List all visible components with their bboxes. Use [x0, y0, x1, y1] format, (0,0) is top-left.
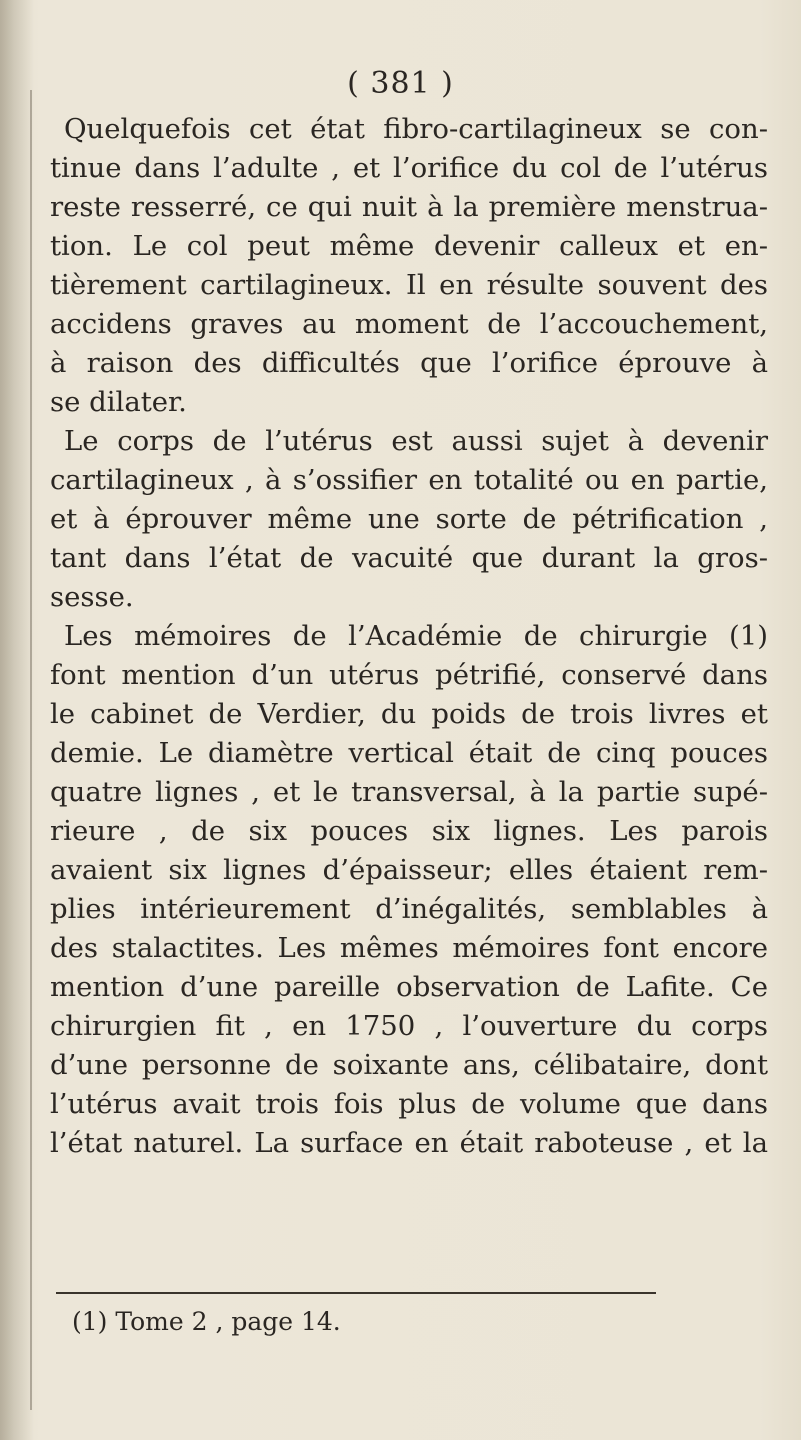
text-line: d’une personne de soixante ans, célibataire, dont [50, 1049, 768, 1081]
text-line: reste resserré, ce qui nuit à la première menstrua- [50, 191, 768, 223]
text-line: tant dans l’état de vacuité que durant la gros- [50, 542, 768, 574]
text-line: accidens graves au moment de l’accouchement, [50, 308, 768, 340]
text-line: chirurgien fit , en 1750 , l’ouverture du corps [50, 1010, 768, 1042]
text-line: rieure , de six pouces six lignes. Les parois [50, 815, 768, 847]
text-line: le cabinet de Verdier, du poids de trois livres et [50, 698, 768, 730]
text-line: se dilater. [50, 386, 187, 418]
footnote-rule [56, 1292, 656, 1294]
text-line: l’état naturel. La surface en était raboteuse , et la [50, 1127, 768, 1159]
footnote: (1) Tome 2 , page 14. [72, 1307, 341, 1336]
text-line: avaient six lignes d’épaisseur; elles étaient rem- [50, 854, 768, 886]
text-line: Les mémoires de l’Académie de chirurgie (1) [64, 620, 768, 652]
binding-shadow [0, 0, 34, 1440]
text-line: tinue dans l’adulte , et l’orifice du col de l’utérus [50, 152, 768, 184]
body-text [50, 110, 768, 1163]
text-line: Le corps de l’utérus est aussi sujet à devenir [64, 425, 768, 457]
text-line: tièrement cartilagineux. Il en résulte souvent des [50, 269, 768, 301]
text-line: plies intérieurement d’inégalités, semblables à [50, 893, 768, 925]
text-line: tion. Le col peut même devenir calleux et en- [50, 230, 768, 262]
text-line: cartilagineux , à s’ossifier en totalité ou en partie, [50, 464, 768, 496]
text-line: quatre lignes , et le transversal, à la partie supé- [50, 776, 768, 808]
text-line: sesse. [50, 581, 134, 613]
binding-edge [30, 90, 32, 1410]
text-line: demie. Le diamètre vertical était de cinq pouces [50, 737, 768, 769]
text-line: Quelquefois cet état fibro-cartilagineux se con- [64, 113, 768, 145]
text-line: et à éprouver même une sorte de pétrification , [50, 503, 768, 535]
text-line: font mention d’un utérus pétrifié, conservé dans [50, 659, 768, 691]
page-number: ( 381 ) [347, 66, 454, 101]
text-line: mention d’une pareille observation de Lafite. Ce [50, 971, 768, 1003]
text-line: l’utérus avait trois fois plus de volume que dans [50, 1088, 768, 1120]
text-line: à raison des difficultés que l’orifice éprouve à [50, 347, 768, 379]
text-line: des stalactites. Les mêmes mémoires font encore [50, 932, 768, 964]
